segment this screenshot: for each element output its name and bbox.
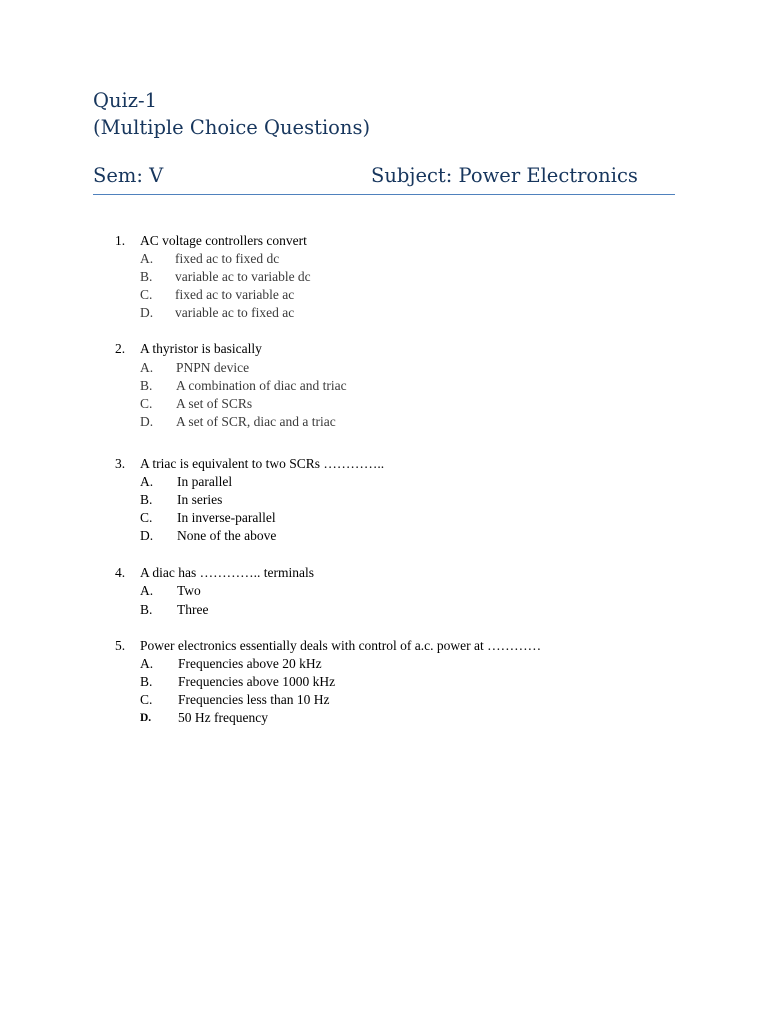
option-b <box>140 268 700 286</box>
option-letter: D. <box>140 712 152 724</box>
option-a <box>140 250 700 268</box>
option-b <box>140 491 700 509</box>
option-text: Frequencies above 1000 kHz <box>178 674 336 689</box>
question-text: A diac has ………….. terminals <box>140 565 314 580</box>
option-b <box>140 377 700 395</box>
quiz-title: Quiz-1 <box>93 89 158 112</box>
option-d <box>140 527 700 545</box>
option-text: A combination of diac and triac <box>176 378 347 393</box>
option-text: A set of SCR, diac and a triac <box>176 414 336 429</box>
option-letter: C. <box>140 396 153 411</box>
option-c <box>140 509 700 527</box>
quiz-subtitle: (Multiple Choice Questions) <box>93 116 371 139</box>
option-letter: C. <box>140 510 153 525</box>
option-text: In parallel <box>177 474 233 489</box>
option-a <box>140 473 700 491</box>
option-c <box>140 395 700 413</box>
option-text: variable ac to variable dc <box>175 269 311 284</box>
quiz-header-row <box>93 164 675 195</box>
semester-label: Sem: V <box>93 164 164 187</box>
option-letter: B. <box>140 269 153 284</box>
option-text: A set of SCRs <box>176 396 253 411</box>
question-number: 3. <box>115 456 126 471</box>
option-letter: B. <box>140 492 153 507</box>
option-text: In inverse-parallel <box>177 510 276 525</box>
option-b <box>140 601 700 619</box>
option-letter: A. <box>140 656 154 671</box>
option-a <box>140 582 700 600</box>
option-letter: A. <box>140 360 154 375</box>
question-text: A thyristor is basically <box>140 341 262 356</box>
option-letter: A. <box>140 251 154 266</box>
option-text: fixed ac to variable ac <box>175 287 295 302</box>
option-a <box>140 359 700 377</box>
option-d <box>140 304 700 322</box>
option-letter: B. <box>140 378 153 393</box>
option-text: PNPN device <box>176 360 250 375</box>
question-text: AC voltage controllers convert <box>140 233 307 248</box>
option-d <box>140 709 700 727</box>
option-letter: A. <box>140 474 154 489</box>
option-letter: A. <box>140 583 154 598</box>
option-letter: D. <box>140 528 154 543</box>
option-letter: C. <box>140 287 153 302</box>
option-b <box>140 673 700 691</box>
option-text: Three <box>177 602 209 617</box>
subject-label: Subject: Power Electronics <box>371 164 638 187</box>
option-text: Frequencies less than 10 Hz <box>178 692 330 707</box>
option-text: None of the above <box>177 528 277 543</box>
option-letter: D. <box>140 305 154 320</box>
question-number: 1. <box>115 233 126 248</box>
option-text: 50 Hz frequency <box>178 710 268 725</box>
question-number: 4. <box>115 565 126 580</box>
option-c <box>140 691 700 709</box>
question-number: 5. <box>115 638 126 653</box>
question-text: A triac is equivalent to two SCRs ………….. <box>140 456 385 471</box>
option-text: Two <box>177 583 201 598</box>
quiz-title-block <box>93 87 370 141</box>
option-text: In series <box>177 492 223 507</box>
option-letter: B. <box>140 602 153 617</box>
question-text: Power electronics essentially deals with control of a.c. power at ………… <box>140 638 542 653</box>
option-text: Frequencies above 20 kHz <box>178 656 322 671</box>
option-letter: C. <box>140 692 153 707</box>
option-a <box>140 655 700 673</box>
question-number: 2. <box>115 341 126 356</box>
option-d <box>140 413 700 431</box>
option-c <box>140 286 700 304</box>
option-letter: B. <box>140 674 153 689</box>
option-letter: D. <box>140 414 154 429</box>
option-text: fixed ac to fixed dc <box>175 251 280 266</box>
option-text: variable ac to fixed ac <box>175 305 295 320</box>
